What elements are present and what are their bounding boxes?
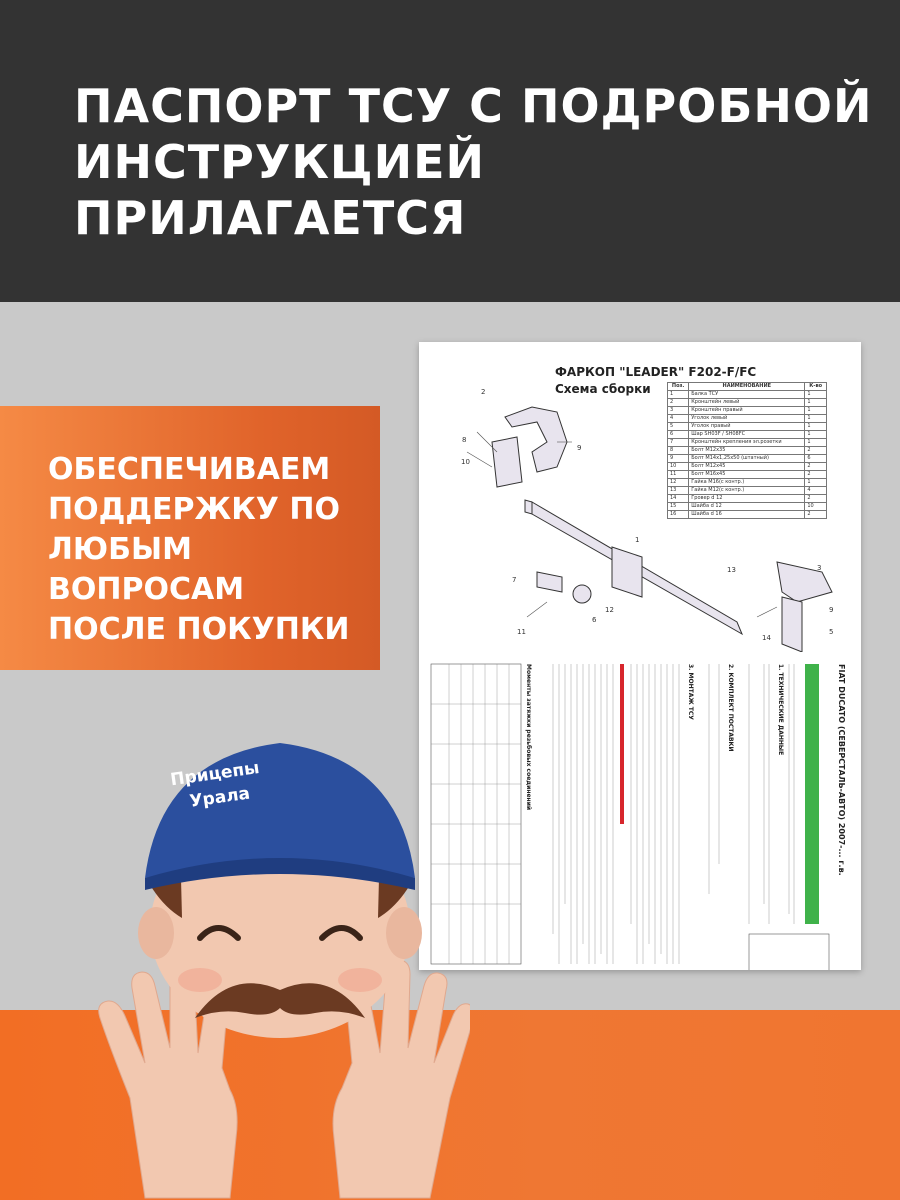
cell: Гровер d 12: [689, 495, 805, 503]
cell: 1: [805, 431, 827, 439]
cell: 1: [805, 479, 827, 487]
cell: Кронштейн правый: [689, 407, 805, 415]
callout-number: 13: [727, 566, 736, 574]
support-promo-text: [48, 450, 378, 650]
cell: 2: [805, 463, 827, 471]
promo-line: ЛЮБЫМ: [48, 532, 192, 567]
cell: Гайка M16(с контр.): [689, 479, 805, 487]
cell: Шар SH03F / SH08FC: [689, 431, 805, 439]
cell: 9: [668, 455, 689, 463]
cell: 10: [668, 463, 689, 471]
cell: 10: [805, 503, 827, 511]
cell: Болт M12х35: [689, 447, 805, 455]
green-highlight-bar: [805, 664, 819, 924]
mascot-character: [90, 718, 470, 1200]
section-heading: 2. КОМПЛЕКТ ПОСТАВКИ: [727, 664, 734, 752]
promo-line: ПОДДЕРЖКУ ПО: [48, 492, 340, 527]
cap: [145, 743, 415, 878]
cell: 14: [668, 495, 689, 503]
callout-number: 9: [577, 444, 582, 452]
cell: Болт M16х45: [689, 471, 805, 479]
cap-logo-line-2: Урала: [188, 783, 252, 812]
red-highlight-bar: [620, 664, 624, 824]
cell: 11: [668, 471, 689, 479]
cell: Болт M14х1,25х50 (штатный): [689, 455, 805, 463]
cell: 2: [805, 511, 827, 519]
section-heading: 1. ТЕХНИЧЕСКИЕ ДАННЫЕ: [777, 664, 784, 756]
callout-number: 11: [517, 628, 526, 636]
cell: 1: [805, 391, 827, 399]
cell: 16: [668, 511, 689, 519]
right-cheek: [338, 968, 382, 992]
right-ear: [386, 907, 422, 959]
cell: Кронштейн крепления эл.розетки: [689, 439, 805, 447]
cell: 1: [805, 407, 827, 415]
cell: Шайба d 16: [689, 511, 805, 519]
promo-line: ОБЕСПЕЧИВАЕМ: [48, 452, 331, 487]
spec-table: [749, 934, 829, 970]
cell: 1: [668, 391, 689, 399]
cell: 4: [805, 487, 827, 495]
cell: 2: [805, 447, 827, 455]
cell: 2: [805, 495, 827, 503]
cell: 8: [668, 447, 689, 455]
headline-line-1: ПАСПОРТ ТСУ С ПОДРОБНОЙ: [74, 79, 873, 133]
cell: 1: [805, 399, 827, 407]
cell: 2: [805, 471, 827, 479]
cell: Уголок левый: [689, 415, 805, 423]
callout-number: 14: [762, 634, 771, 642]
cell: 6: [668, 431, 689, 439]
cell: Уголок правый: [689, 423, 805, 431]
instruction-page-rotated: [419, 342, 861, 970]
cell: 5: [668, 423, 689, 431]
table-header: К-во: [805, 383, 827, 391]
cell: Гайка M12(с контр.): [689, 487, 805, 495]
table-header: Поз.: [668, 383, 689, 391]
headline-line-2: ИНСТРУКЦИЕЙ ПРИЛАГАЕТСЯ: [74, 135, 486, 245]
callout-number: 6: [592, 616, 597, 624]
headline: [74, 78, 874, 246]
cell: 13: [668, 487, 689, 495]
section-heading: 3. МОНТАЖ ТСУ: [687, 664, 694, 720]
cell: 1: [805, 439, 827, 447]
callout-number: 5: [829, 628, 834, 636]
cell: Кронштейн левый: [689, 399, 805, 407]
callout-number: 3: [817, 564, 822, 572]
cell: 4: [668, 415, 689, 423]
callout-number: 9: [829, 606, 834, 614]
document-subtitle: Схема сборки: [555, 382, 651, 396]
callout-number: 1: [635, 536, 640, 544]
promo-line: ВОПРОСАМ: [48, 572, 245, 607]
left-cheek: [178, 968, 222, 992]
callout-number: 2: [481, 388, 486, 396]
cell: Шайба d 12: [689, 503, 805, 511]
rotated-title: FIAT DUCATO (СЕВЕРСТАЛЬ-АВТО) 2007-... г.в.: [837, 664, 846, 876]
cell: Болт M12х45: [689, 463, 805, 471]
callout-number: 7: [512, 576, 517, 584]
cell: Балка ТСУ: [689, 391, 805, 399]
callout-number: 10: [461, 458, 470, 466]
cell: 15: [668, 503, 689, 511]
table-header: НАИМЕНОВАНИЕ: [689, 383, 805, 391]
torque-table-title: Моменты затяжки резьбовых соединений: [525, 664, 532, 811]
callout-number: 12: [605, 606, 614, 614]
cell: 7: [668, 439, 689, 447]
cell: 2: [668, 399, 689, 407]
left-ear: [138, 907, 174, 959]
cell: 3: [668, 407, 689, 415]
cell: 6: [805, 455, 827, 463]
callout-number: 8: [462, 436, 467, 444]
cap-logo-line-1: Прицепы: [169, 758, 261, 791]
tsu-passport-document: [419, 342, 861, 970]
cell: 1: [805, 415, 827, 423]
cell: 1: [805, 423, 827, 431]
document-title: ФАРКОП "LEADER" F202-F/FC: [555, 365, 757, 379]
cell: 12: [668, 479, 689, 487]
promo-line: ПОСЛЕ ПОКУПКИ: [48, 612, 350, 647]
